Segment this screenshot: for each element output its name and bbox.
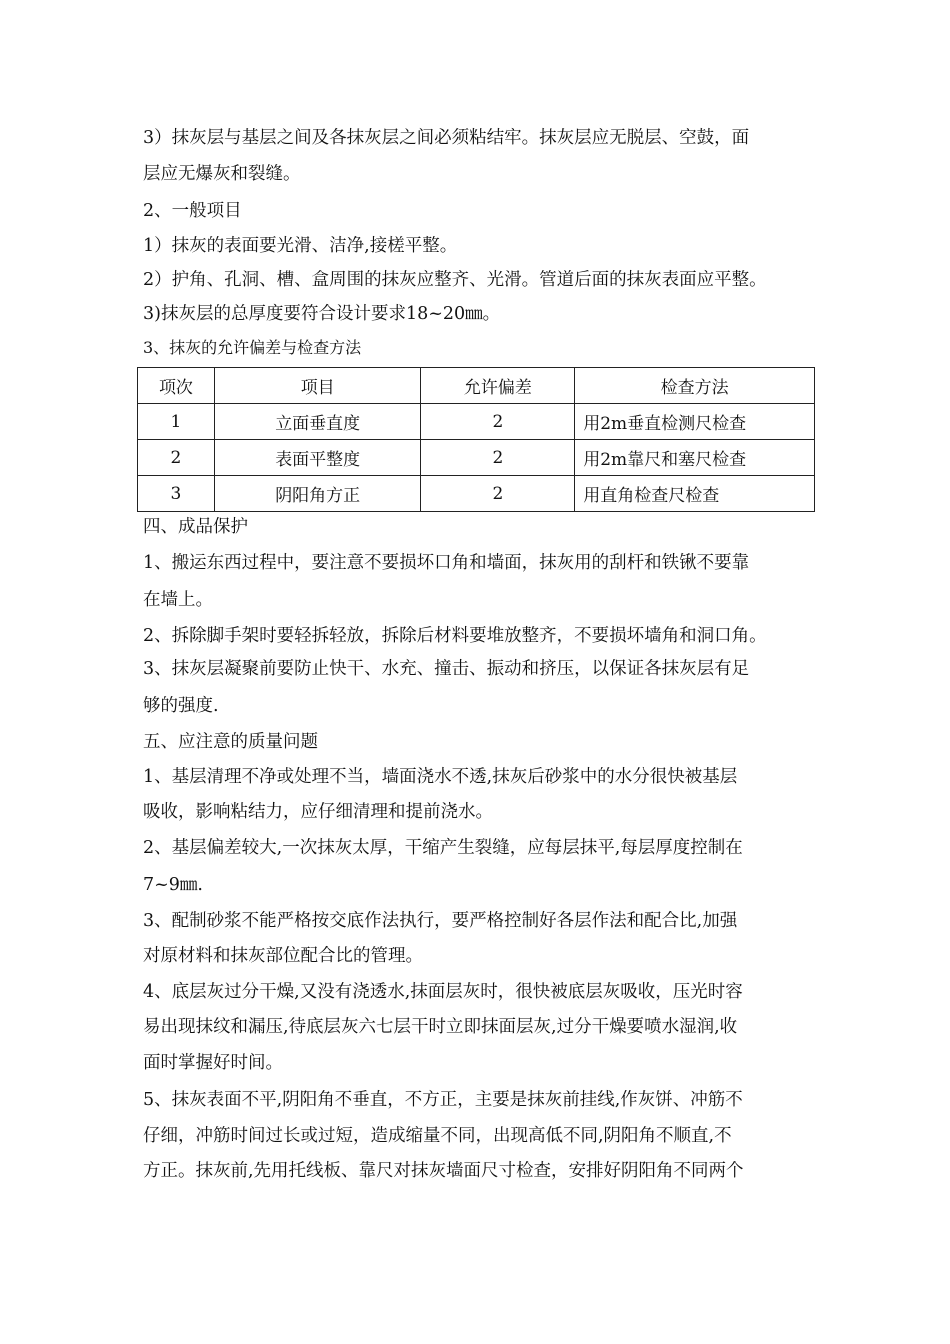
paragraph-line: 1、基层清理不净或处理不当，墙面浇水不透,抹灰后砂浆中的水分很快被基层 [143,767,738,787]
paragraph-line: 1、搬运东西过程中，要注意不要损坏口角和墙面，抹灰用的刮杆和铁锹不要靠 [143,553,750,573]
table-header-cell: 检查方法 [575,368,815,404]
table-cell: 1 [138,404,215,440]
table-row [138,476,815,512]
tolerance-table [137,367,815,512]
table-cell: 阴阳角方正 [214,476,421,512]
table-header-cell: 允许偏差 [421,368,575,404]
table-header-cell: 项目 [214,368,421,404]
paragraph-line: 方正。抹灰前,先用托线板、靠尺对抹灰墙面尺寸检查，安排好阴阳角不同两个 [143,1161,744,1181]
section-heading: 2、一般项目 [143,201,242,221]
paragraph-line: 仔细，冲筋时间过长或过短，造成缩量不同，出现高低不同,阴阳角不顺直,不 [143,1126,732,1146]
paragraph-line: 对原材料和抹灰部位配合比的管理。 [143,946,423,966]
paragraph-line: 1）抹灰的表面要光滑、洁净,接槎平整。 [143,236,458,256]
section-heading: 五、应注意的质量问题 [143,732,318,752]
table-cell: 3 [138,476,215,512]
paragraph-line: 层应无爆灰和裂缝。 [143,164,301,184]
table-caption: 3、抹灰的允许偏差与检查方法 [143,338,362,357]
table-cell: 2 [138,440,215,476]
section-heading: 四、成品保护 [143,517,248,537]
paragraph-line: 4、底层灰过分干燥,又没有浇透水,抹面层灰时，很快被底层灰吸收，压光时容 [143,982,743,1002]
paragraph-line: 3）抹灰层与基层之间及各抹灰层之间必须粘结牢。抹灰层应无脱层、空鼓，面 [143,128,750,148]
paragraph-line: 7~9㎜. [143,875,203,895]
paragraph-line: 吸收，影响粘结力，应仔细清理和提前浇水。 [143,802,493,822]
table-cell: 表面平整度 [214,440,421,476]
table-cell: 用2m垂直检测尺检查 [575,404,815,440]
table-cell: 用2m靠尺和塞尺检查 [575,440,815,476]
paragraph-line: 3)抹灰层的总厚度要符合设计要求18~20㎜。 [143,304,501,324]
paragraph-line: 5、抹灰表面不平,阴阳角不垂直，不方正，主要是抹灰前挂线,作灰饼、冲筋不 [143,1090,743,1110]
paragraph-line: 够的强度. [143,696,219,716]
paragraph-line: 面时掌握好时间。 [143,1053,283,1073]
table-cell: 2 [421,404,575,440]
table-row [138,404,815,440]
paragraph-line: 3、抹灰层凝聚前要防止快干、水充、撞击、振动和挤压，以保证各抹灰层有足 [143,659,750,679]
paragraph-line: 3、配制砂浆不能严格按交底作法执行，要严格控制好各层作法和配合比,加强 [143,911,738,931]
paragraph-line: 易出现抹纹和漏压,待底层灰六七层干时立即抹面层灰,过分干燥要喷水湿润,收 [143,1017,738,1037]
paragraph-line: 2、拆除脚手架时要轻拆轻放，拆除后材料要堆放整齐，不要损坏墙角和洞口角。 [143,626,767,646]
paragraph-line: 2、基层偏差较大,一次抹灰太厚，干缩产生裂缝，应每层抹平,每层厚度控制在 [143,838,743,858]
table-cell: 2 [421,476,575,512]
paragraph-line: 在墙上。 [143,590,213,610]
paragraph-line: 2）护角、孔洞、槽、盒周围的抹灰应整齐、光滑。管道后面的抹灰表面应平整。 [143,270,767,290]
table-header-row [138,368,815,404]
table-cell: 用直角检查尺检查 [575,476,815,512]
table-row [138,440,815,476]
table-cell: 2 [421,440,575,476]
table-header-cell: 项次 [138,368,215,404]
table-cell: 立面垂直度 [214,404,421,440]
